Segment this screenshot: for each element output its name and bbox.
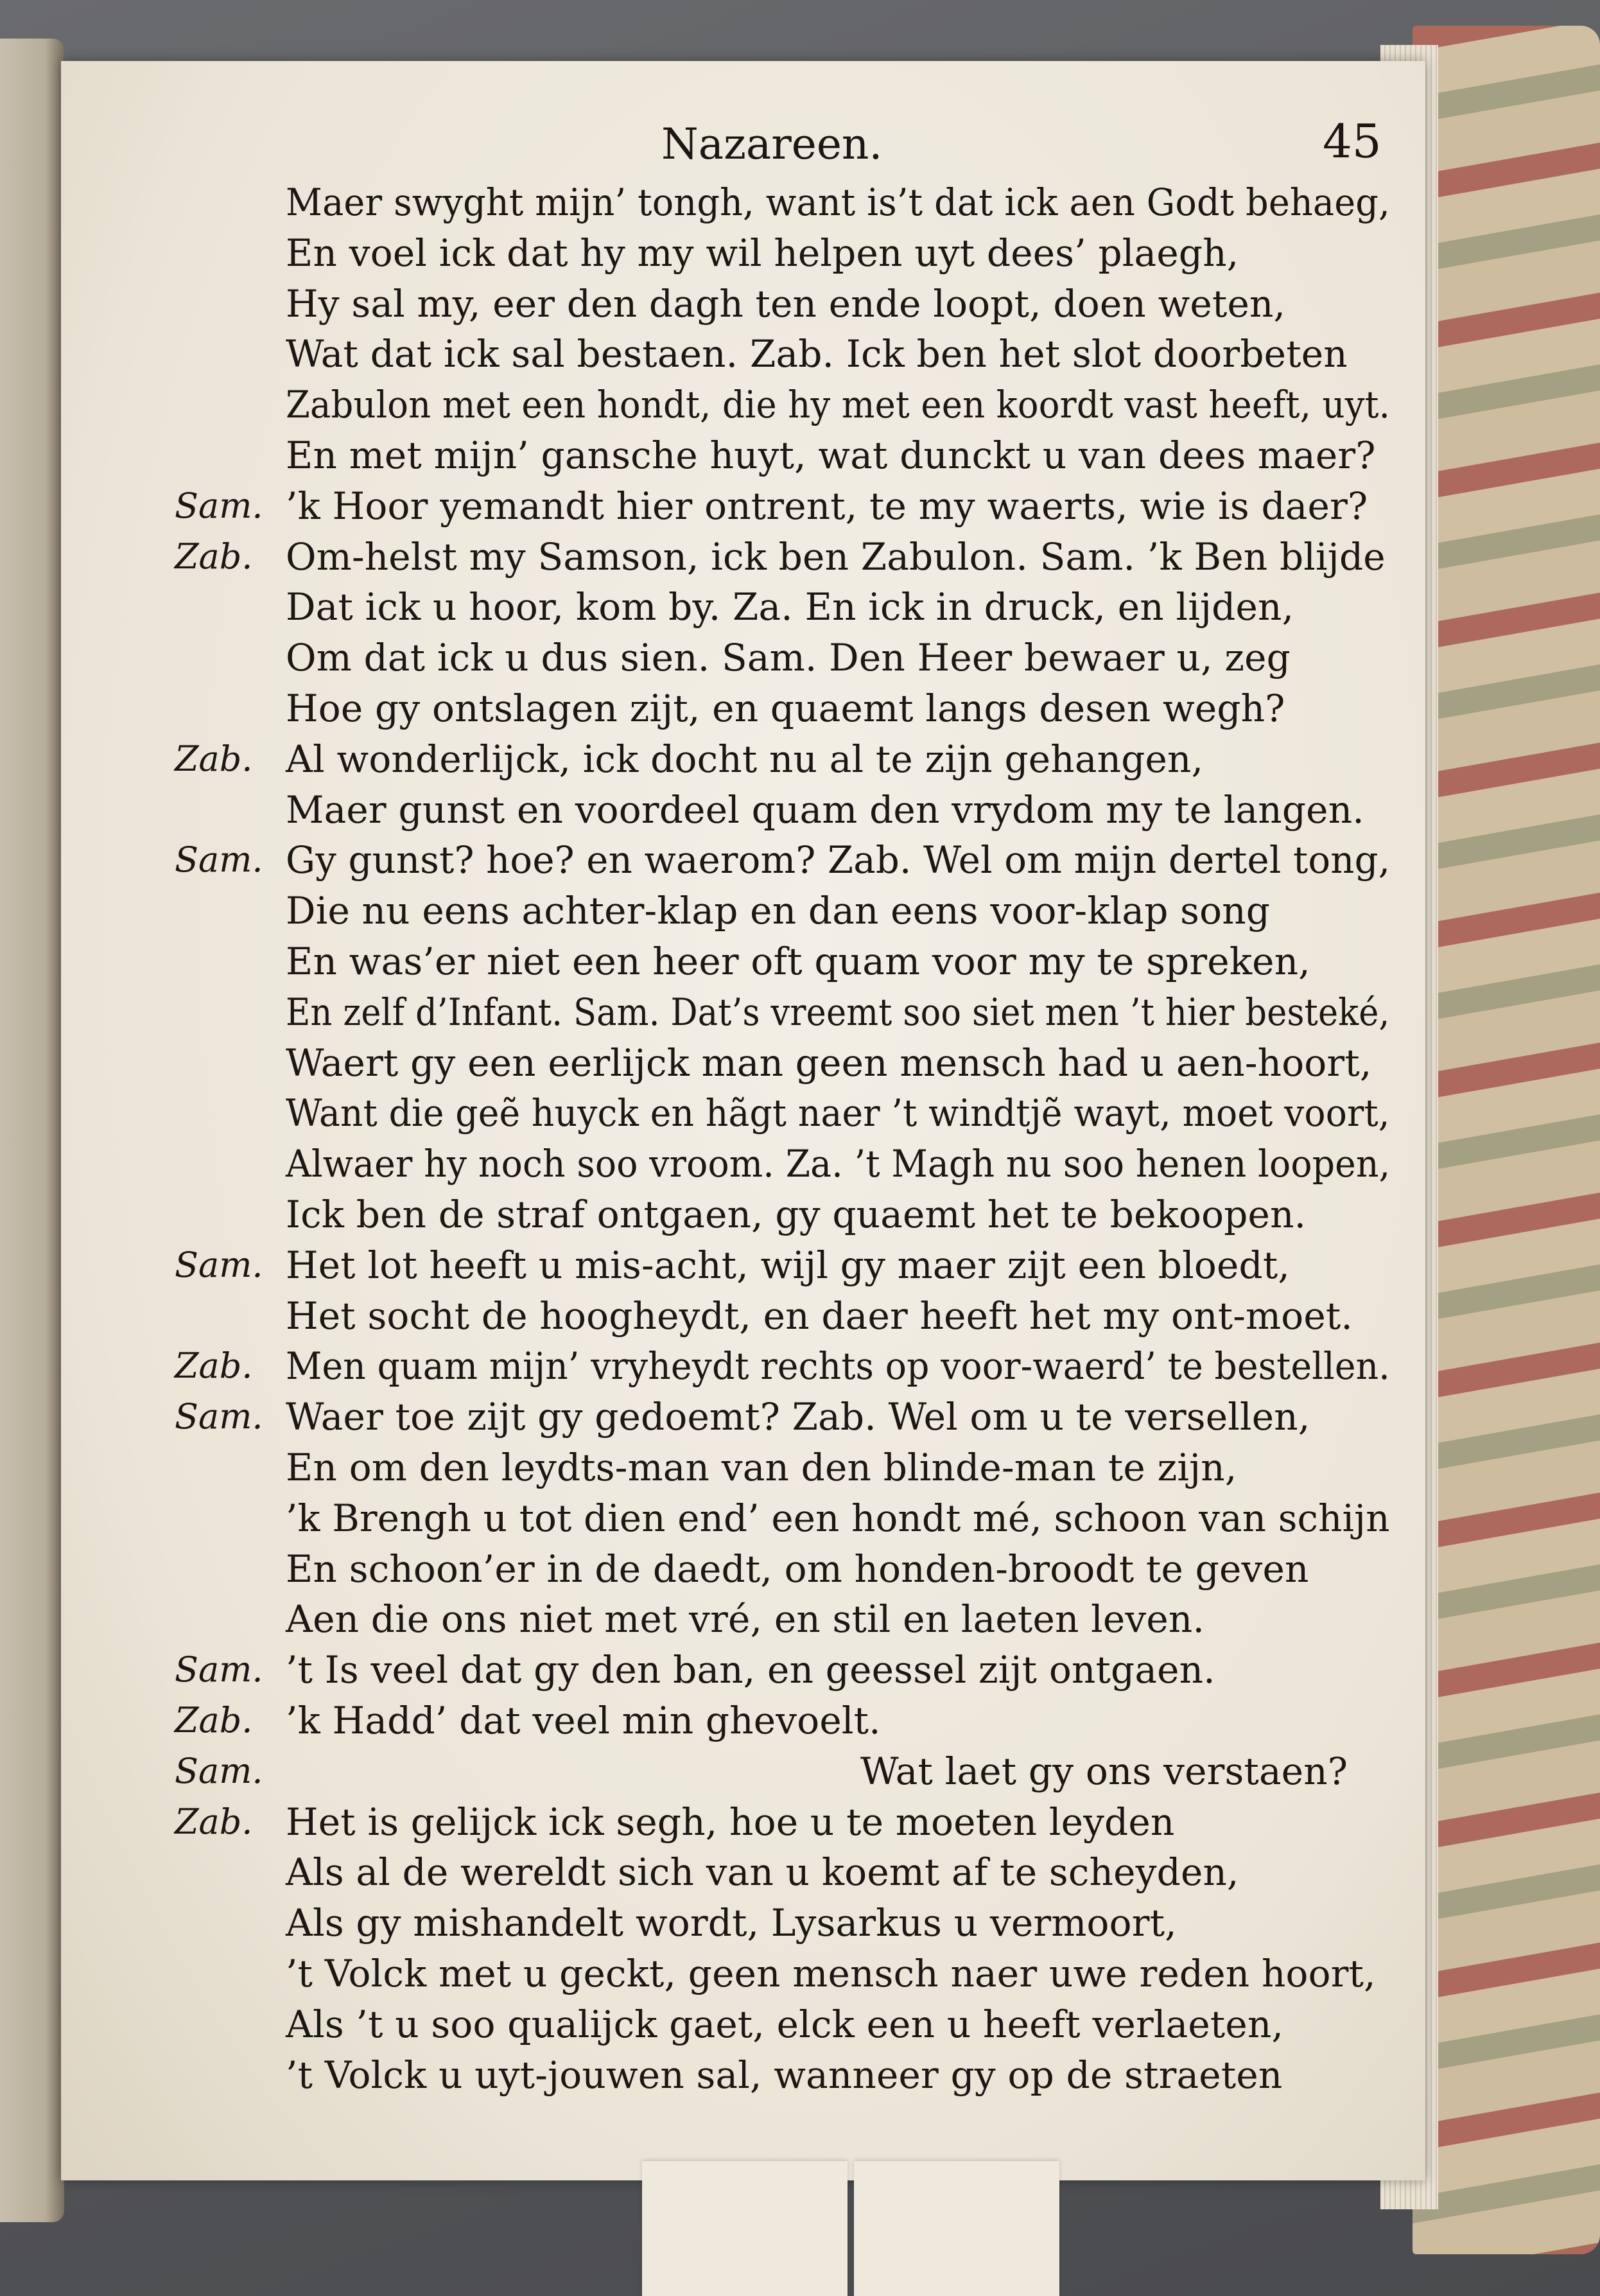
speaker-label: Zab. [175,536,253,577]
verse-line: Maer swyght mijn’ tongh, want is’t dat ick aen Godt behaeg, [286,180,1390,224]
speaker-label: Zab. [175,739,253,779]
verse-line: Al wonderlijck, ick docht nu al te zijn gehangen, [286,737,1204,781]
verse-line: Om dat ick u dus sien. Sam. Den Heer bewaer u, zeg [286,636,1291,679]
speaker-label: Sam. [175,1751,263,1791]
verse-line: ’k Hadd’ dat veel min ghevoelt. [286,1699,881,1742]
page-header-title: Nazareen. [661,119,883,169]
verse-line: Om-helst my Samson, ick ben Zabulon. Sam. ’k Ben blijde [286,535,1386,579]
verse-line: ’t Volck met u geckt, geen mensch naer uwe reden hoort, [286,1952,1376,1995]
verse-line: Waert gy een eerlijck man geen mensch had u aen-hoort, [286,1041,1372,1085]
speaker-label: Sam. [175,1649,263,1690]
verse-line: Wat dat ick sal bestaen. Zab. Ick ben het slot doorbeten [286,332,1348,376]
verse-line: Dat ick u hoor, kom by. Za. En ick in druck, en lijden, [286,585,1294,629]
verse-line: ’k Hoor yemandt hier ontrent, te my waerts, wie is daer? [286,484,1368,528]
verse-line: En zelf d’Infant. Sam. Dat’s vreemt soo siet men ’t hier besteké, [286,990,1390,1034]
speaker-label: Sam. [175,839,263,880]
verse-line: Maer gunst en voordeel quam den vrydom my te langen. [286,788,1364,832]
paper-tab-right [854,2161,1059,2296]
speaker-label: Sam. [175,1396,263,1437]
verse-line: Als al de wereldt sich van u koemt af te scheyden, [286,1850,1239,1894]
verse-line: En was’er niet een heer oft quam voor my te spreken, [286,940,1310,983]
verse-line: ’k Brengh u tot dien end’ een hondt mé, schoon van schijn [286,1496,1390,1540]
verse-line: ’t Is veel dat gy den ban, en geessel zijt ontgaen. [286,1648,1215,1692]
verse-line: ’t Volck u uyt-jouwen sal, wanneer gy op de straeten [286,2053,1283,2097]
marbled-cover [1413,26,1600,2254]
verse-line: Hy sal my, eer den dagh ten ende loopt, doen weten, [286,282,1286,326]
verse-line: Het is gelijck ick segh, hoe u te moeten leyden [286,1800,1175,1844]
verse-line: Het socht de hoogheydt, en daer heeft het my ont-moet. [286,1294,1353,1338]
paper-tab-left [642,2161,848,2296]
verse-line: Hoe gy ontslagen zijt, en quaemt langs desen wegh? [286,687,1285,730]
speaker-label: Sam. [175,486,263,526]
verse-line: En schoon’er in de daedt, om honden-broodt te geven [286,1547,1309,1591]
verse-line: Als gy mishandelt wordt, Lysarkus u vermoort, [286,1901,1177,1945]
speaker-label: Sam. [175,1245,263,1285]
verse-line: En om den leydts-man van den blinde-man te zijn, [286,1446,1237,1489]
speaker-label: Zab. [175,1801,253,1842]
verse-line: Aen die ons niet met vré, en stil en laeten leven. [286,1597,1205,1641]
verse-line: Waer toe zijt gy gedoemt? Zab. Wel om u te versellen, [286,1395,1310,1439]
verse-line: Die nu eens achter-klap en dan eens voor-klap song [286,889,1271,933]
page-number: 45 [1323,114,1382,168]
speaker-label: Zab. [175,1345,253,1386]
verse-line: En met mijn’ gansche huyt, wat dunckt u van dees maer? [286,434,1376,477]
speaker-label: Zab. [175,1700,253,1740]
verse-line: Het lot heeft u mis-acht, wijl gy maer zijt een bloedt, [286,1243,1291,1287]
verse-line: Zabulon met een hondt, die hy met een koordt vast heeft, uyt. [286,383,1391,426]
verse-line: Want die geẽ huyck en hãgt naer ’t windtjẽ wayt, moet voort, [286,1091,1390,1135]
verse-line: Gy gunst? hoe? en waerom? Zab. Wel om mijn dertel tong, [286,838,1391,882]
verse-line: Alwaer hy noch soo vroom. Za. ’t Magh nu soo henen loopen, [286,1142,1391,1186]
verse-line: Ick ben de straf ontgaen, gy quaemt het te bekoopen. [286,1193,1307,1236]
verse-line: Men quam mijn’ vryheydt rechts op voor-waerd’ te bestellen. [286,1344,1390,1388]
left-cover-board [0,39,64,2222]
verse-line: Wat laet gy ons verstaen? [860,1749,1348,1793]
verse-line: Als ’t u soo qualijck gaet, elck een u heeft verlaeten, [286,2002,1284,2046]
verse-line: En voel ick dat hy my wil helpen uyt dees’ plaegh, [286,231,1239,275]
